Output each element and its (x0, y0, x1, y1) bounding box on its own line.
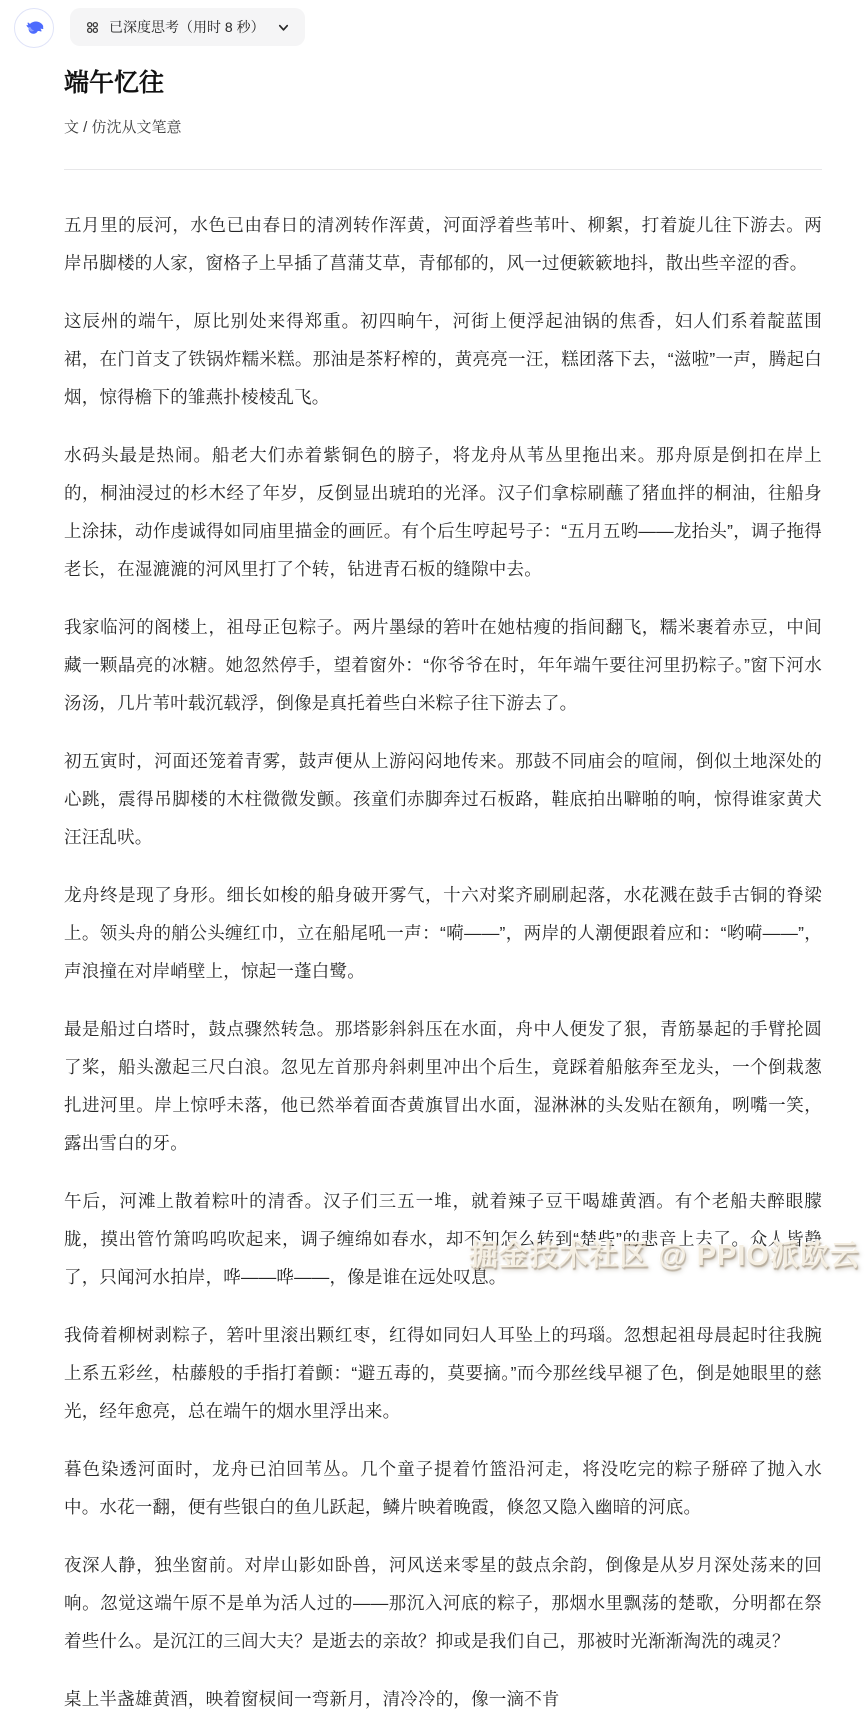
essay-body (64, 206, 822, 1718)
deepseek-whale-logo (14, 8, 54, 48)
essay-paragraph: 这辰州的端午，原比别处来得郑重。初四晌午，河街上便浮起油锅的焦香，妇人们系着靛蓝围裙，在门首支了铁锅炸糯米糕。那油是茶籽榨的，黄亮亮一汪，糕团落下去，“滋啦”一声，腾起白烟，惊得檐下的雏燕扑棱棱乱飞。 (64, 311, 822, 407)
essay-paragraph: 暮色染透河面时，龙舟已泊回苇丛。几个童子提着竹篮沿河走，将没吃完的粽子掰碎了抛入水中。水花一翻，便有些银白的鱼儿跃起，鳞片映着晚霞，倏忽又隐入幽暗的河底。 (64, 1459, 822, 1517)
divider (64, 169, 822, 170)
essay-paragraph: 最是船过白塔时，鼓点骤然转急。那塔影斜斜压在水面，舟中人便发了狠，青筋暴起的手臂抡圆了桨，船头激起三尺白浪。忽见左首那舟斜刺里冲出个后生，竟踩着船舷奔至龙头，一个倒栽葱扎进河里。岸上惊呼未落，他已然举着面杏黄旗冒出水面，湿淋淋的头发贴在额角，咧嘴一笑，露出雪白的牙。 (64, 1019, 822, 1153)
byline: 文 / 仿沈从文笔意 (64, 119, 182, 136)
essay-paragraph: 午后，河滩上散着粽叶的清香。汉子们三五一堆，就着辣子豆干喝雄黄酒。有个老船夫醉眼朦胧，摸出管竹箫呜呜吹起来，调子缠绵如春水，却不知怎么转到“楚些”的悲音上去了。众人皆静了，只闻河水拍岸，哗——哗——，像是谁在远处叹息。 (64, 1191, 822, 1287)
essay-paragraph: 桌上半盏雄黄酒，映着窗棂间一弯新月，清冷冷的，像一滴不肯 (64, 1689, 560, 1709)
watermark: 掘金技术社区 @ PPIO派欧云 (469, 1240, 860, 1272)
page-title: 端午忆往 (64, 69, 165, 97)
essay-article (0, 66, 866, 1718)
essay-paragraph: 水码头最是热闹。船老大们赤着紫铜色的膀子，将龙舟从苇丛里拖出来。那舟原是倒扣在岸上的，桐油浸过的杉木经了年岁，反倒显出琥珀的光泽。汉子们拿棕刷蘸了猪血拌的桐油，往船身上涂抹，动作虔诚得如同庙里描金的画匠。有个后生哼起号子：“五月五哟——龙抬头”，调子拖得老长，在湿漉漉的河风里打了个转，钻进青石板的缝隙中去。 (64, 445, 822, 579)
essay-paragraph: 我倚着柳树剥粽子，箬叶里滚出颗红枣，红得如同妇人耳坠上的玛瑙。忽想起祖母晨起时往我腕上系五彩丝，枯藤般的手指打着颤：“避五毒的，莫要摘。”而今那丝线早褪了色，倒是她眼里的慈光，经年愈亮，总在端午的烟水里浮出来。 (64, 1325, 822, 1421)
essay-paragraph: 初五寅时，河面还笼着青雾，鼓声便从上游闷闷地传来。那鼓不同庙会的喧闹，倒似土地深处的心跳，震得吊脚楼的木柱微微发颤。孩童们赤脚奔过石板路，鞋底拍出噼啪的响，惊得谁家黄犬汪汪乱吠。 (64, 751, 822, 847)
deep-think-toggle[interactable] (70, 8, 305, 46)
essay-paragraph: 五月里的辰河，水色已由春日的清冽转作浑黄，河面浮着些苇叶、柳絮，打着旋儿往下游去。两岸吊脚楼的人家，窗格子上早插了菖蒲艾草，青郁郁的，风一过便簌簌地抖，散出些辛涩的香。 (64, 215, 822, 273)
whale-icon (22, 16, 46, 40)
essay-paragraph: 夜深人静，独坐窗前。对岸山影如卧兽，河风送来零星的鼓点余韵，倒像是从岁月深处荡来的回响。忽觉这端午原不是单为活人过的——那沉入河底的粽子，那烟水里飘荡的楚歌，分明都在祭着些什么。是沉江的三闾大夫？是逝去的亲故？抑或是我们自己，那被时光渐渐淘洗的魂灵？ (64, 1555, 822, 1651)
essay-paragraph: 我家临河的阁楼上，祖母正包粽子。两片墨绿的箬叶在她枯瘦的指间翻飞，糯米裹着赤豆，中间藏一颗晶亮的冰糖。她忽然停手，望着窗外：“你爷爷在时，年年端午要往河里扔粽子。”窗下河水汤汤，几片苇叶载沉载浮，倒像是真托着些白米粽子往下游去了。 (64, 617, 822, 713)
deep-think-label: 已深度思考（用时 8 秒） (109, 19, 265, 35)
deep-think-icon (85, 20, 100, 35)
chevron-down-icon (277, 21, 290, 34)
response-header (0, 0, 866, 48)
essay-paragraph: 龙舟终是现了身形。细长如梭的船身破开雾气，十六对桨齐刷刷起落，水花溅在鼓手古铜的脊梁上。领头舟的艄公头缠红巾，立在船尾吼一声：“嗬——”，两岸的人潮便跟着应和：“哟嗬——”，声浪撞在对岸峭壁上，惊起一蓬白鹭。 (64, 885, 822, 981)
